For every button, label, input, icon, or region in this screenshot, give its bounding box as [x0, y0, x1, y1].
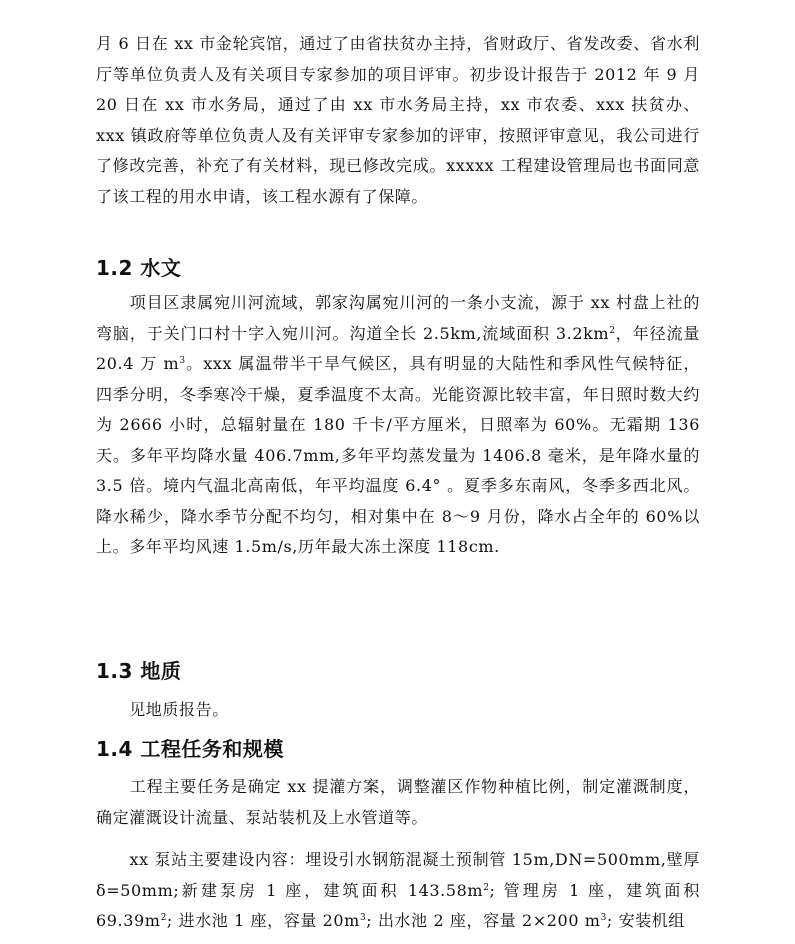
paragraph-text: ，年径流量 20.4 万 m — [96, 323, 700, 373]
paragraph-text: 见地质报告。 — [96, 700, 229, 719]
section-heading-project-scope: 1.4 工程任务和规模 — [96, 737, 284, 761]
paragraph-hydrology — [96, 288, 700, 563]
paragraph-text: 工程主要任务是确定 xx 提灌方案，调整灌区作物种植比例，制定灌溉制度，确定灌溉设计流量、泵站装机及上水管道等。 — [96, 777, 700, 827]
superscript: 2 — [609, 325, 616, 336]
paragraph-text: ; 管理房 1 座，建筑面积 69.39m — [96, 880, 700, 930]
paragraph-pump-station — [96, 845, 700, 937]
paragraph-text: 月 6 日在 xx 市金轮宾馆，通过了由省扶贫办主持，省财政厅、省发改委、省水利厅等单位负责人及有关项目专家参加的项目评审。初步设计报告于 2012 年 9 月 20 日在 xx 市水务局，通过了由 xx 市水务局主持，xx 市农委、xxx 扶贫办、xxx 镇政府等单位负责人及有关评审专家参加的评审，按照评审意见，我公司进行了修改完善，补充了有关材料，现已修改完成。xxxxx 工程建设管理局也书面同意了该工程的用水申请，该工程水源有了保障。 — [96, 34, 700, 206]
paragraph-text: xx 泵站主要建设内容：埋设引水钢筋混凝土预制管 15m,DN=500mm,壁厚 δ=50mm;新建泵房 1 座，建筑面积 143.58m — [96, 850, 700, 900]
paragraph-text: 项目区隶属宛川河流域，郭家沟属宛川河的一条小支流，源于 xx 村盘上社的弯脑，于关门口村十字入宛川河。沟道全长 2.5km,流域面积 3.2km — [96, 293, 700, 343]
paragraph-text: 。xxx 属温带半干旱气候区，具有明显的大陆性和季风性气候特征，四季分明，冬季寒冷干燥，夏季温度不太高。光能资源比较丰富，年日照时数大约为 2666 小时，总辐射量在 180 千卡/平方厘米，日照率为 60%。无霜期 136 天。多年平均降水量 406.7mm,多年平均蒸发量为 1406.8 毫米，是年降水量的 3.5 倍。境内气温北高南低，年平均温度 6.4° 。夏季多东南风，冬季多西北风。降水稀少，降水季节分配不均匀，相对集中在 8～9 月份，降水占全年的 60%以上。多年平均风速 1.5m/s,历年最大冻土深度 118cm. — [96, 354, 700, 556]
superscript: 3 — [359, 913, 367, 923]
section-heading-hydrology: 1.2 水文 — [96, 256, 182, 280]
section-heading-geology: 1.3 地质 — [96, 659, 182, 683]
superscript: 2 — [160, 913, 167, 923]
paragraph-review-history — [96, 29, 700, 212]
paragraph-text: ; 安装机组 — [606, 911, 685, 930]
paragraph-project-tasks — [96, 772, 700, 833]
paragraph-text: ; 进水池 1 座，容量 20m — [166, 911, 360, 930]
superscript: 3 — [179, 356, 186, 366]
superscript: 2 — [483, 882, 490, 893]
paragraph-geology — [96, 695, 700, 726]
superscript: 3 — [600, 913, 607, 923]
paragraph-text: ; 出水池 2 座，容量 2×200 m — [366, 911, 601, 930]
